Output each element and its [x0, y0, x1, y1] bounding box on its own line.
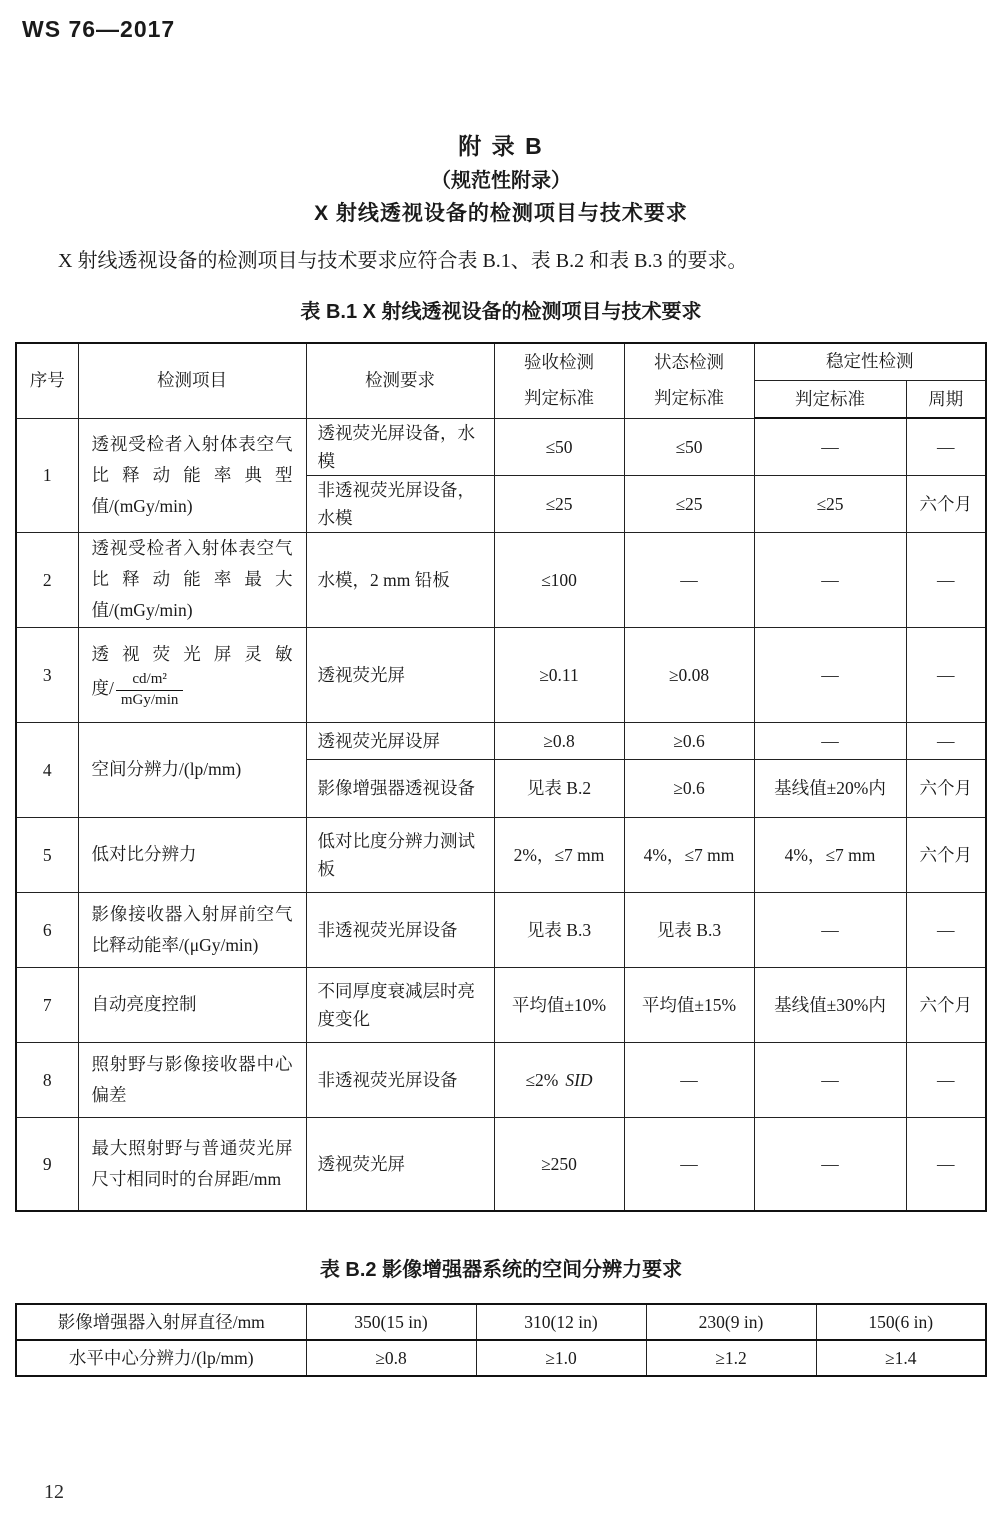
cell-stability: — [754, 418, 906, 475]
cell-requirement: 水模，2 mm 铅板 [306, 532, 494, 627]
cell-status: — [624, 532, 754, 627]
cell-diameter-value: 310(12 in) [476, 1304, 646, 1340]
table-row [16, 1304, 986, 1340]
header-acceptance-line1: 验收检测 [524, 352, 594, 373]
cell-status: 4%，≤7 mm [624, 817, 754, 892]
cell-period: 六个月 [906, 475, 986, 532]
table-row [16, 532, 986, 627]
cell-stability: 基线值±20%内 [754, 759, 906, 817]
table-row [16, 1117, 986, 1211]
cell-status: ≥0.6 [624, 759, 754, 817]
cell-stability: — [754, 1042, 906, 1117]
cell-requirement: 非透视荧光屏设备，水模 [306, 475, 494, 532]
header-item: 检测项目 [78, 343, 306, 418]
cell-diameter-value: 150(6 in) [816, 1304, 986, 1340]
cell-requirement: 非透视荧光屏设备 [306, 892, 494, 967]
cell-resolution-value: ≥1.4 [816, 1340, 986, 1376]
cell-resolution-value: ≥0.8 [306, 1340, 476, 1376]
cell-status: 见表 B.3 [624, 892, 754, 967]
cell-requirement: 透视荧光屏 [306, 627, 494, 722]
cell-seq: 1 [16, 418, 78, 532]
table-row [16, 892, 986, 967]
header-period: 周期 [906, 380, 986, 418]
fraction-denominator: mGy/min [120, 691, 179, 708]
cell-acceptance: ≤50 [494, 418, 624, 475]
cell-period: — [906, 722, 986, 759]
cell-status: 平均值±15% [624, 967, 754, 1042]
header-requirement: 检测要求 [306, 343, 494, 418]
header-stability-criteria: 判定标准 [754, 380, 906, 418]
doc-number: WS 76—2017 [22, 16, 176, 42]
cell-period: — [906, 532, 986, 627]
cell-item: 透视受检者入射体表空气比释动能率最大值/(mGy/min) [78, 532, 306, 627]
cell-seq: 3 [16, 627, 78, 722]
table-row [16, 418, 986, 475]
cell-diameter-value: 230(9 in) [646, 1304, 816, 1340]
cell-acceptance: ≤100 [494, 532, 624, 627]
cell-item: 自动亮度控制 [78, 967, 306, 1042]
cell-acceptance: 2%，≤7 mm [494, 817, 624, 892]
cell-acceptance: ≥0.11 [494, 627, 624, 722]
header-acceptance [494, 343, 624, 418]
cell-status: — [624, 1042, 754, 1117]
cell-stability: — [754, 1117, 906, 1211]
table-row [16, 627, 986, 722]
intro-paragraph: X 射线透视设备的检测项目与技术要求应符合表 B.1、表 B.2 和表 B.3 的要求。 [58, 250, 748, 272]
header-acceptance-line2: 判定标准 [524, 387, 594, 408]
cell-period: 六个月 [906, 817, 986, 892]
cell-stability: 4%，≤7 mm [754, 817, 906, 892]
header-status [624, 343, 754, 418]
cell-seq: 8 [16, 1042, 78, 1117]
table-b1-caption: 表 B.1 X 射线透视设备的检测项目与技术要求 [300, 301, 702, 323]
cell-seq: 2 [16, 532, 78, 627]
cell-requirement: 透视荧光屏设屏 [306, 722, 494, 759]
sensitivity-fraction [116, 670, 184, 710]
cell-item: 最大照射野与普通荧光屏尺寸相同时的台屏距/mm [78, 1117, 306, 1211]
cell-period: 六个月 [906, 967, 986, 1042]
cell-acceptance: 见表 B.2 [494, 759, 624, 817]
cell-stability: 基线值±30%内 [754, 967, 906, 1042]
item-line2 [92, 670, 293, 710]
appendix-heading: X 射线透视设备的检测项目与技术要求 [314, 202, 688, 225]
item-line1: 透视荧光屏灵敏 [91, 644, 293, 665]
cell-acceptance: ≥250 [494, 1117, 624, 1211]
cell-requirement: 低对比度分辨力测试板 [306, 817, 494, 892]
fraction-numerator: cd/m² [116, 670, 184, 691]
cell-acceptance: 见表 B.3 [494, 892, 624, 967]
cell-diameter-value: 350(15 in) [306, 1304, 476, 1340]
cell-acceptance: 平均值±10% [494, 967, 624, 1042]
cell-item: 透视受检者入射体表空气比释动能率典型值/(mGy/min) [78, 418, 306, 532]
cell-period: — [906, 1042, 986, 1117]
cell-period: — [906, 1117, 986, 1211]
cell-period: 六个月 [906, 759, 986, 817]
cell-resolution-label: 水平中心分辨力/(lp/mm) [16, 1340, 306, 1376]
cell-seq: 7 [16, 967, 78, 1042]
cell-item: 空间分辨力/(lp/mm) [78, 722, 306, 817]
header-status-line2: 判定标准 [654, 387, 724, 408]
cell-seq: 5 [16, 817, 78, 892]
cell-stability: — [754, 532, 906, 627]
cell-acceptance: ≤25 [494, 475, 624, 532]
cell-status: — [624, 1117, 754, 1211]
table-row [16, 1042, 986, 1117]
cell-item: 低对比分辨力 [78, 817, 306, 892]
table-row [16, 343, 986, 380]
cell-period: — [906, 627, 986, 722]
cell-status: ≤50 [624, 418, 754, 475]
cell-item [78, 627, 306, 722]
cell-requirement: 透视荧光屏设备，水模 [306, 418, 494, 475]
cell-stability: ≤25 [754, 475, 906, 532]
cell-item: 照射野与影像接收器中心偏差 [78, 1042, 306, 1117]
table-row [16, 722, 986, 759]
appendix-title: 附 录 B [458, 133, 544, 159]
cell-item: 影像接收器入射屏前空气比释动能率/(μGy/min) [78, 892, 306, 967]
cell-diameter-label: 影像增强器入射屏直径/mm [16, 1304, 306, 1340]
cell-period: — [906, 418, 986, 475]
cell-period: — [906, 892, 986, 967]
cell-status: ≥0.6 [624, 722, 754, 759]
table-row [16, 967, 986, 1042]
appendix-subtitle: （规范性附录） [431, 170, 571, 192]
header-stability: 稳定性检测 [754, 343, 986, 380]
cell-acceptance [494, 1042, 624, 1117]
cell-requirement: 非透视荧光屏设备 [306, 1042, 494, 1117]
cell-resolution-value: ≥1.0 [476, 1340, 646, 1376]
cell-requirement: 透视荧光屏 [306, 1117, 494, 1211]
table-row [16, 1340, 986, 1376]
cell-stability: — [754, 892, 906, 967]
cell-status: ≥0.08 [624, 627, 754, 722]
table-b2 [15, 1303, 987, 1377]
cell-requirement: 不同厚度衰减层时亮度变化 [306, 967, 494, 1042]
cell-status: ≤25 [624, 475, 754, 532]
sid-label: SID [565, 1069, 593, 1090]
cell-resolution-value: ≥1.2 [646, 1340, 816, 1376]
table-b2-caption: 表 B.2 影像增强器系统的空间分辨力要求 [319, 1259, 683, 1281]
cell-seq: 9 [16, 1117, 78, 1211]
table-row [16, 817, 986, 892]
acceptance-value: ≤2% [525, 1069, 559, 1090]
page-number: 12 [44, 1481, 64, 1503]
header-seq: 序号 [16, 343, 78, 418]
cell-acceptance: ≥0.8 [494, 722, 624, 759]
table-b1 [15, 342, 987, 1212]
cell-stability: — [754, 627, 906, 722]
cell-seq: 6 [16, 892, 78, 967]
cell-seq: 4 [16, 722, 78, 817]
cell-requirement: 影像增强器透视设备 [306, 759, 494, 817]
header-status-line1: 状态检测 [654, 352, 724, 373]
cell-stability: — [754, 722, 906, 759]
item-line2-prefix: 度/ [91, 678, 114, 699]
